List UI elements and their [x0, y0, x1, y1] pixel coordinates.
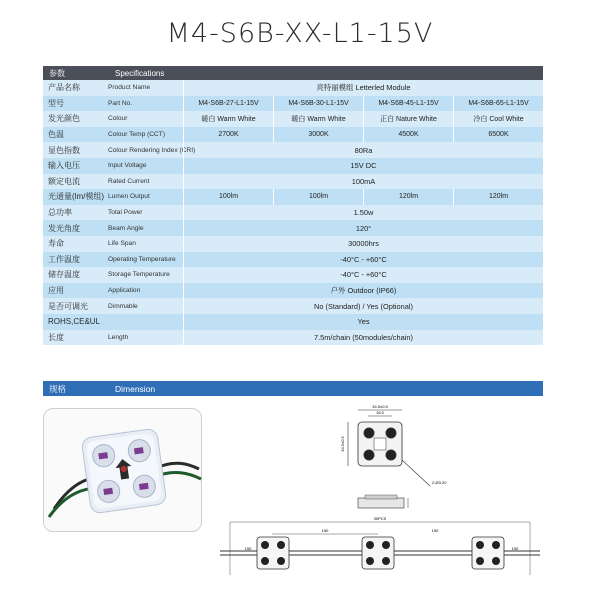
- spec-row: [43, 298, 543, 314]
- spec-value-full: 120°: [183, 220, 543, 236]
- spec-row-en: Part No.: [108, 99, 133, 107]
- dimension-header: [43, 381, 543, 396]
- spec-value-full: 7.5m/chain (50modules/chain): [183, 330, 543, 346]
- spec-row-en: Dimmable: [108, 302, 138, 310]
- top-view: [348, 410, 430, 486]
- spec-value-full: 1.50w: [183, 205, 543, 221]
- spec-row-cn: 发光角度: [48, 223, 80, 233]
- lead-label: 150: [244, 546, 252, 551]
- spec-value-cell: 2700K: [183, 127, 273, 143]
- spec-value-cell: M4-S6B-27-L1-15V: [183, 96, 273, 112]
- spec-value-cell: 冷白 Cool White: [453, 111, 543, 127]
- spec-value-cell: 100lm: [183, 189, 273, 205]
- width-inner-label: 16.0: [376, 410, 384, 415]
- spec-row-values: [183, 127, 543, 143]
- width-outer-label: 34.5±0.5: [372, 404, 388, 409]
- module-text-2: Letterled: [372, 553, 384, 557]
- spec-row-cn: 型号: [48, 98, 64, 108]
- module-photo: [43, 408, 202, 532]
- spec-row-cn: 储存温度: [48, 270, 80, 280]
- spec-row-cn: ROHS,CE&UL: [48, 317, 101, 327]
- spec-value-cell: 4500K: [363, 127, 453, 143]
- spec-row-en: Rated Current: [108, 177, 150, 185]
- spec-row-cn: 色温: [48, 130, 64, 140]
- spec-row: [43, 267, 543, 283]
- spec-row-values: [183, 111, 543, 127]
- spec-value-full: 100mA: [183, 174, 543, 190]
- spec-row-cn: 额定电流: [48, 176, 80, 186]
- spec-row-en: Beam Angle: [108, 224, 144, 232]
- height-outer-label: 34.5±0.5: [340, 436, 345, 452]
- spec-row-values: [183, 205, 543, 221]
- spec-row-values: [183, 267, 543, 283]
- spec-row: [43, 96, 543, 112]
- spec-row: [43, 252, 543, 268]
- spec-row-values: [183, 252, 543, 268]
- spec-row-en: Storage Temperature: [108, 271, 170, 279]
- spec-row: [43, 236, 543, 252]
- spec-row-values: [183, 142, 543, 158]
- spec-value-full: 15V DC: [183, 158, 543, 174]
- spec-row-cn: 工作温度: [48, 254, 80, 264]
- spec-row-values: [183, 80, 543, 96]
- spec-row-cn: 是否可调光: [48, 301, 88, 311]
- spec-row: [43, 220, 543, 236]
- spec-row-en: Length: [108, 333, 129, 341]
- spec-value-cell: 120lm: [453, 189, 543, 205]
- spec-row-en: Operating Temperature: [108, 255, 176, 263]
- pitch-label-1: 150: [321, 528, 329, 533]
- spec-row-values: [183, 236, 543, 252]
- spec-row: [43, 174, 543, 190]
- tail-label: 150: [511, 546, 519, 551]
- spec-row-values: [183, 330, 543, 346]
- spec-row-cn: 长度: [48, 332, 64, 342]
- dimension-header-en: Dimension: [115, 383, 156, 394]
- spec-row-values: [183, 220, 543, 236]
- spec-row: [43, 142, 543, 158]
- spec-row: [43, 283, 543, 299]
- spec-row-en: Life Span: [108, 240, 136, 248]
- spec-header: [43, 66, 543, 80]
- spec-row-en: Input Voltage: [108, 162, 147, 170]
- spec-value-cell: 暖白 Warm White: [273, 111, 363, 127]
- spec-row-cn: 输入电压: [48, 161, 80, 171]
- spec-row: [43, 111, 543, 127]
- side-view: [358, 495, 408, 508]
- spec-row: [43, 158, 543, 174]
- spec-value-cell: 正白 Nature White: [363, 111, 453, 127]
- spec-row-values: [183, 298, 543, 314]
- spec-row: [43, 80, 543, 96]
- module-text-1: Letterled: [267, 553, 279, 557]
- spec-row-en: Colour Temp (CCT): [108, 131, 166, 139]
- spec-row-values: [183, 283, 543, 299]
- page-title: M4-S6B-XX-L1-15V: [166, 18, 434, 49]
- spec-table: [43, 66, 543, 345]
- module-text-3: Letterled: [482, 553, 494, 557]
- spec-row-values: [183, 158, 543, 174]
- spec-row-values: [183, 189, 543, 205]
- spec-row-cn: 寿命: [48, 239, 64, 249]
- spec-row-en: Colour Rendering Index (CRI): [108, 146, 196, 154]
- pitch-label-2: 150: [431, 528, 439, 533]
- spec-value-full: -40°C - +60°C: [183, 252, 543, 268]
- spec-value-cell: 6500K: [453, 127, 543, 143]
- spec-value-full: Yes: [183, 314, 543, 330]
- spec-row-cn: 产品名称: [48, 83, 80, 93]
- spec-row: [43, 205, 543, 221]
- dimension-header-cn: 规格: [49, 383, 67, 394]
- module-photo-illustration: [44, 409, 201, 531]
- spec-value-cell: M4-S6B-45-L1-15V: [363, 96, 453, 112]
- spec-value-cell: 120lm: [363, 189, 453, 205]
- spec-row: [43, 127, 543, 143]
- dimension-drawing: [210, 400, 555, 595]
- spec-value-full: 户外 Outdoor (IP66): [183, 283, 543, 299]
- spec-header-cn: 参数: [49, 68, 65, 78]
- spec-rows: [43, 80, 543, 345]
- spec-row: [43, 189, 543, 205]
- spec-header-en: Specifications: [115, 68, 165, 78]
- spec-row-cn: 显色指数: [48, 145, 80, 155]
- spec-row-en: Total Power: [108, 209, 143, 217]
- spec-row: [43, 314, 543, 330]
- spec-row-values: [183, 314, 543, 330]
- spec-value-full: -40°C - +60°C: [183, 267, 543, 283]
- spec-row-cn: 发光颜色: [48, 114, 80, 124]
- spec-row-en: Lumen Output: [108, 193, 150, 201]
- spec-value-full: 亮特丽模组 Letterled Module: [183, 80, 543, 96]
- spec-value-cell: 100lm: [273, 189, 363, 205]
- spec-value-cell: 3000K: [273, 127, 363, 143]
- spec-value-full: No (Standard) / Yes (Optional): [183, 298, 543, 314]
- spec-row-en: Application: [108, 287, 141, 295]
- spec-row-cn: 应用: [48, 286, 64, 296]
- spec-row-values: [183, 96, 543, 112]
- spec-row-cn: 光通量(lm/模组): [48, 192, 104, 202]
- hole-label: 2-Ø3.20: [432, 480, 447, 485]
- spec-value-cell: M4-S6B-65-L1-15V: [453, 96, 543, 112]
- spec-row: [43, 330, 543, 346]
- spec-value-cell: 暖白 Warm White: [183, 111, 273, 127]
- spec-row-cn: 总功率: [48, 208, 72, 218]
- spec-row-en: Colour: [108, 115, 128, 123]
- dimension-drawing-svg: [210, 400, 555, 595]
- spec-value-full: 80Ra: [183, 142, 543, 158]
- spec-value-cell: M4-S6B-30-L1-15V: [273, 96, 363, 112]
- spec-row-en: Product Name: [108, 84, 151, 92]
- chain-total-label: 30PCS: [373, 516, 387, 521]
- spec-row-values: [183, 174, 543, 190]
- spec-value-full: 30000hrs: [183, 236, 543, 252]
